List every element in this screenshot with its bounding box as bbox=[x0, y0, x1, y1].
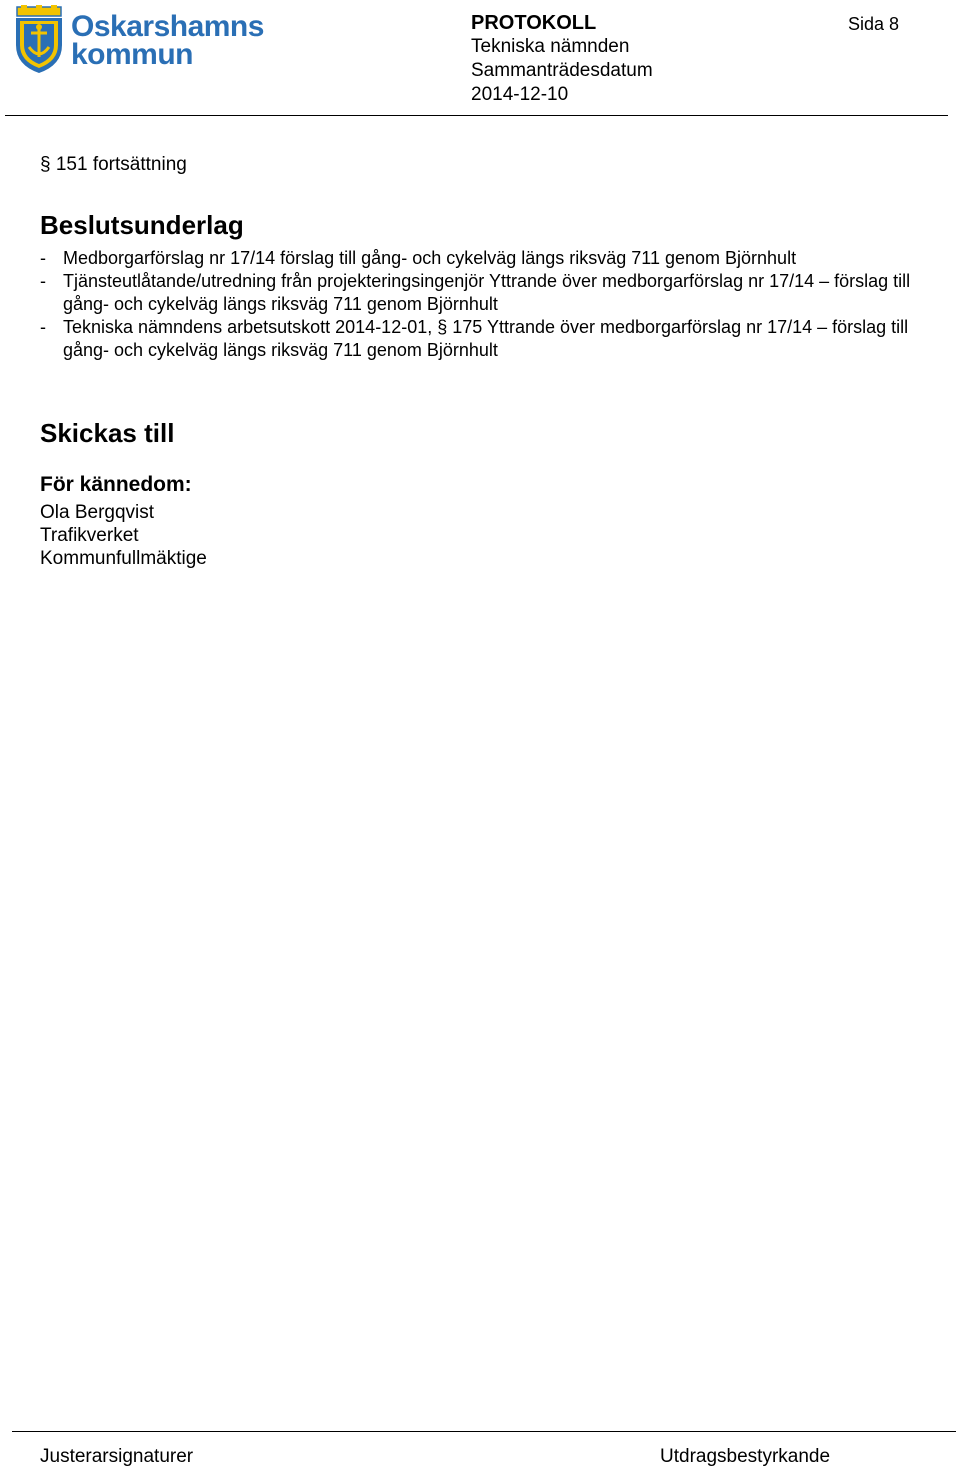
coat-of-arms-icon bbox=[13, 5, 65, 75]
for-kannedom-label: För kännedom: bbox=[40, 473, 192, 496]
footer-justerarsignaturer: Justerarsignaturer bbox=[40, 1446, 194, 1467]
recipient-item: Kommunfullmäktige bbox=[40, 548, 207, 569]
header-info bbox=[471, 11, 653, 107]
list-item bbox=[40, 316, 940, 362]
municipality-logo bbox=[13, 5, 264, 75]
heading-skickas-till: Skickas till bbox=[40, 418, 175, 448]
page-number: Sida 8 bbox=[848, 14, 900, 34]
section-reference: § 151 fortsättning bbox=[40, 154, 187, 175]
logo-wordmark bbox=[71, 10, 264, 71]
heading-beslutsunderlag: Beslutsunderlag bbox=[40, 210, 244, 240]
list-item-text: Medborgarförslag nr 17/14 förslag till gång- och cykelväg längs riksväg 711 genom Björnhult bbox=[63, 248, 797, 268]
list-item-text: Tekniska nämndens arbetsutskott 2014-12-01, § 175 Yttrande över medborgarförslag nr 17/14 – förslag till gång- och cykelväg längs riksväg 711 genom Björnhult bbox=[63, 317, 909, 360]
list-bullet: - bbox=[40, 271, 46, 291]
list-item bbox=[40, 270, 940, 316]
list-item-text: Tjänsteutlåtande/utredning från projekteringsingenjör Yttrande över medborgarförslag nr 17/14 – förslag till gång- och cykelväg längs riksväg 711 genom Björnhult bbox=[63, 271, 911, 314]
logo-line-2: kommun bbox=[71, 38, 194, 71]
recipient-list bbox=[40, 501, 207, 570]
doc-type: PROTOKOLL bbox=[471, 12, 597, 34]
footer-divider bbox=[12, 1431, 956, 1432]
list-bullet: - bbox=[40, 248, 46, 268]
logo-line-1: Oskarshamns bbox=[71, 10, 264, 43]
date-label: Sammanträdesdatum bbox=[471, 60, 653, 81]
beslutsunderlag-list bbox=[40, 247, 940, 362]
recipient-item: Trafikverket bbox=[40, 525, 139, 546]
date-value: 2014-12-10 bbox=[471, 84, 569, 105]
header-divider bbox=[5, 115, 948, 116]
list-item bbox=[40, 247, 940, 270]
footer-utdragsbestyrkande: Utdragsbestyrkande bbox=[660, 1446, 831, 1467]
committee-name: Tekniska nämnden bbox=[471, 36, 630, 57]
list-bullet: - bbox=[40, 317, 46, 337]
recipient-item: Ola Bergqvist bbox=[40, 502, 155, 523]
